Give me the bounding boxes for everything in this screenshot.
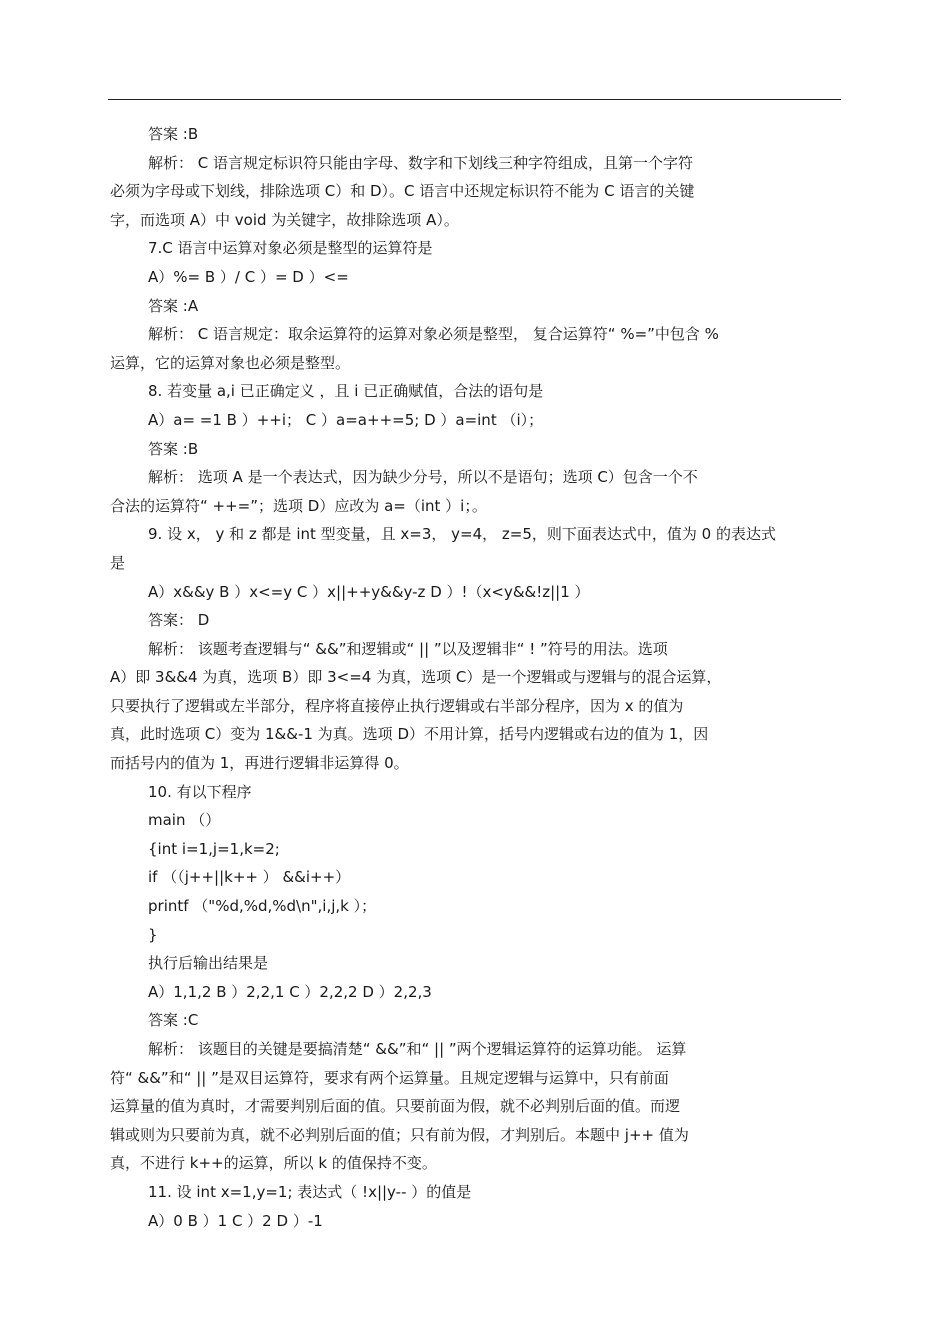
text-line: A）即 3&&4 为真，选项 B）即 3<=4 为真，选项 C）是一个逻辑或与逻辑与的混合运算，: [110, 668, 722, 687]
text-line: 8. 若变量 a,i 已正确定义 ，且 i 已正确赋值，合法的语句是: [148, 382, 544, 401]
text-line: 辑或则为只要前为真，就不必判别后面的值；只有前为假，才判别后。本题中 j++ 值为: [110, 1125, 689, 1144]
text-line: 符“ &&”和“ || ”是双目运算符，要求有两个运算量。且规定逻辑与运算中，只有前面: [110, 1068, 669, 1087]
text-line: 解析： 该题考查逻辑与“ &&”和逻辑或“ || ”以及逻辑非“ ! ”符号的用法。选项: [148, 639, 668, 658]
document-body: [110, 120, 844, 1235]
text-line: printf （"%d,%d,%d\n",i,j,k ）；: [148, 897, 377, 916]
text-line: 解析： 选项 A 是一个表达式，因为缺少分号，所以不是语句；选项 C）包含一个不: [148, 468, 698, 487]
text-line: 9. 设 x， y 和 z 都是 int 型变量，且 x=3， y=4， z=5，则下面表达式中，值为 0 的表达式: [148, 525, 776, 544]
text-line: if （（j++||k++ ） &&i++）: [148, 868, 351, 887]
header-rule: [108, 99, 841, 100]
text-line: 真，不进行 k++的运算，所以 k 的值保持不变。: [110, 1154, 437, 1173]
text-line: 答案： D: [148, 611, 210, 630]
text-line: A）0 B ）1 C ）2 D ）-1: [148, 1211, 323, 1230]
text-line: 11. 设 int x=1,y=1; 表达式（ !x||y-- ）的值是: [148, 1182, 472, 1201]
text-line: 运算，它的运算对象也必须是整型。: [110, 353, 351, 372]
text-line: 必须为字母或下划线，排除选项 C）和 D）。C 语言中还规定标识符不能为 C 语言的关键: [110, 182, 695, 201]
text-line: 是: [110, 553, 126, 572]
text-line: A）1,1,2 B ）2,2,1 C ）2,2,2 D ）2,2,3: [148, 982, 432, 1001]
text-line: }: [148, 925, 158, 944]
text-line: 合法的运算符“ ++=”；选项 D）应改为 a=（int ）i；。: [110, 496, 487, 515]
text-line: A）%= B ）/ C ）= D ）<=: [148, 267, 349, 286]
text-line: 执行后输出结果是: [148, 954, 269, 973]
text-line: 答案 :B: [148, 125, 199, 143]
text-line: 运算量的值为真时，才需要判别后面的值。只要前面为假，就不必判别后面的值。而逻: [110, 1097, 681, 1116]
text-line: main （）: [148, 811, 221, 830]
text-line: 答案 :C: [148, 1011, 199, 1030]
text-line: 字，而选项 A）中 void 为关键字，故排除选项 A）。: [110, 210, 459, 229]
text-line: 答案 :B: [148, 439, 199, 458]
text-line: 7.C 语言中运算对象必须是整型的运算符是: [148, 239, 433, 258]
text-line: {int i=1,j=1,k=2;: [148, 839, 280, 858]
text-line: 解析： 该题目的关键是要搞清楚“ &&”和“ || ”两个逻辑运算符的运算功能。 运算: [148, 1040, 687, 1058]
text-line: 10. 有以下程序: [148, 782, 252, 801]
text-line: 真，此时选项 C）变为 1&&-1 为真。选项 D）不用计算，括号内逻辑或右边的值为 1，因: [110, 725, 709, 744]
text-line: 解析： C 语言规定：取余运算符的运算对象必须是整型， 复合运算符“ %=”中包含 %: [148, 325, 719, 344]
text-line: 只要执行了逻辑或左半部分，程序将直接停止执行逻辑或右半部分程序，因为 x 的值为: [110, 696, 684, 715]
text-line: A）x&&y B ）x<=y C ）x||++y&&y-z D ）!（x<y&&!z||1 ）: [148, 582, 590, 601]
text-line: 而括号内的值为 1，再进行逻辑非运算得 0。: [110, 754, 409, 773]
text-line: 解析： C 语言规定标识符只能由字母、数字和下划线三种字符组成，且第一个字符: [148, 153, 694, 172]
text-line: A）a= =1 B ）++i； C ）a=a++=5; D ）a=int （i）；: [148, 410, 544, 429]
text-line: 答案 :A: [148, 296, 199, 315]
